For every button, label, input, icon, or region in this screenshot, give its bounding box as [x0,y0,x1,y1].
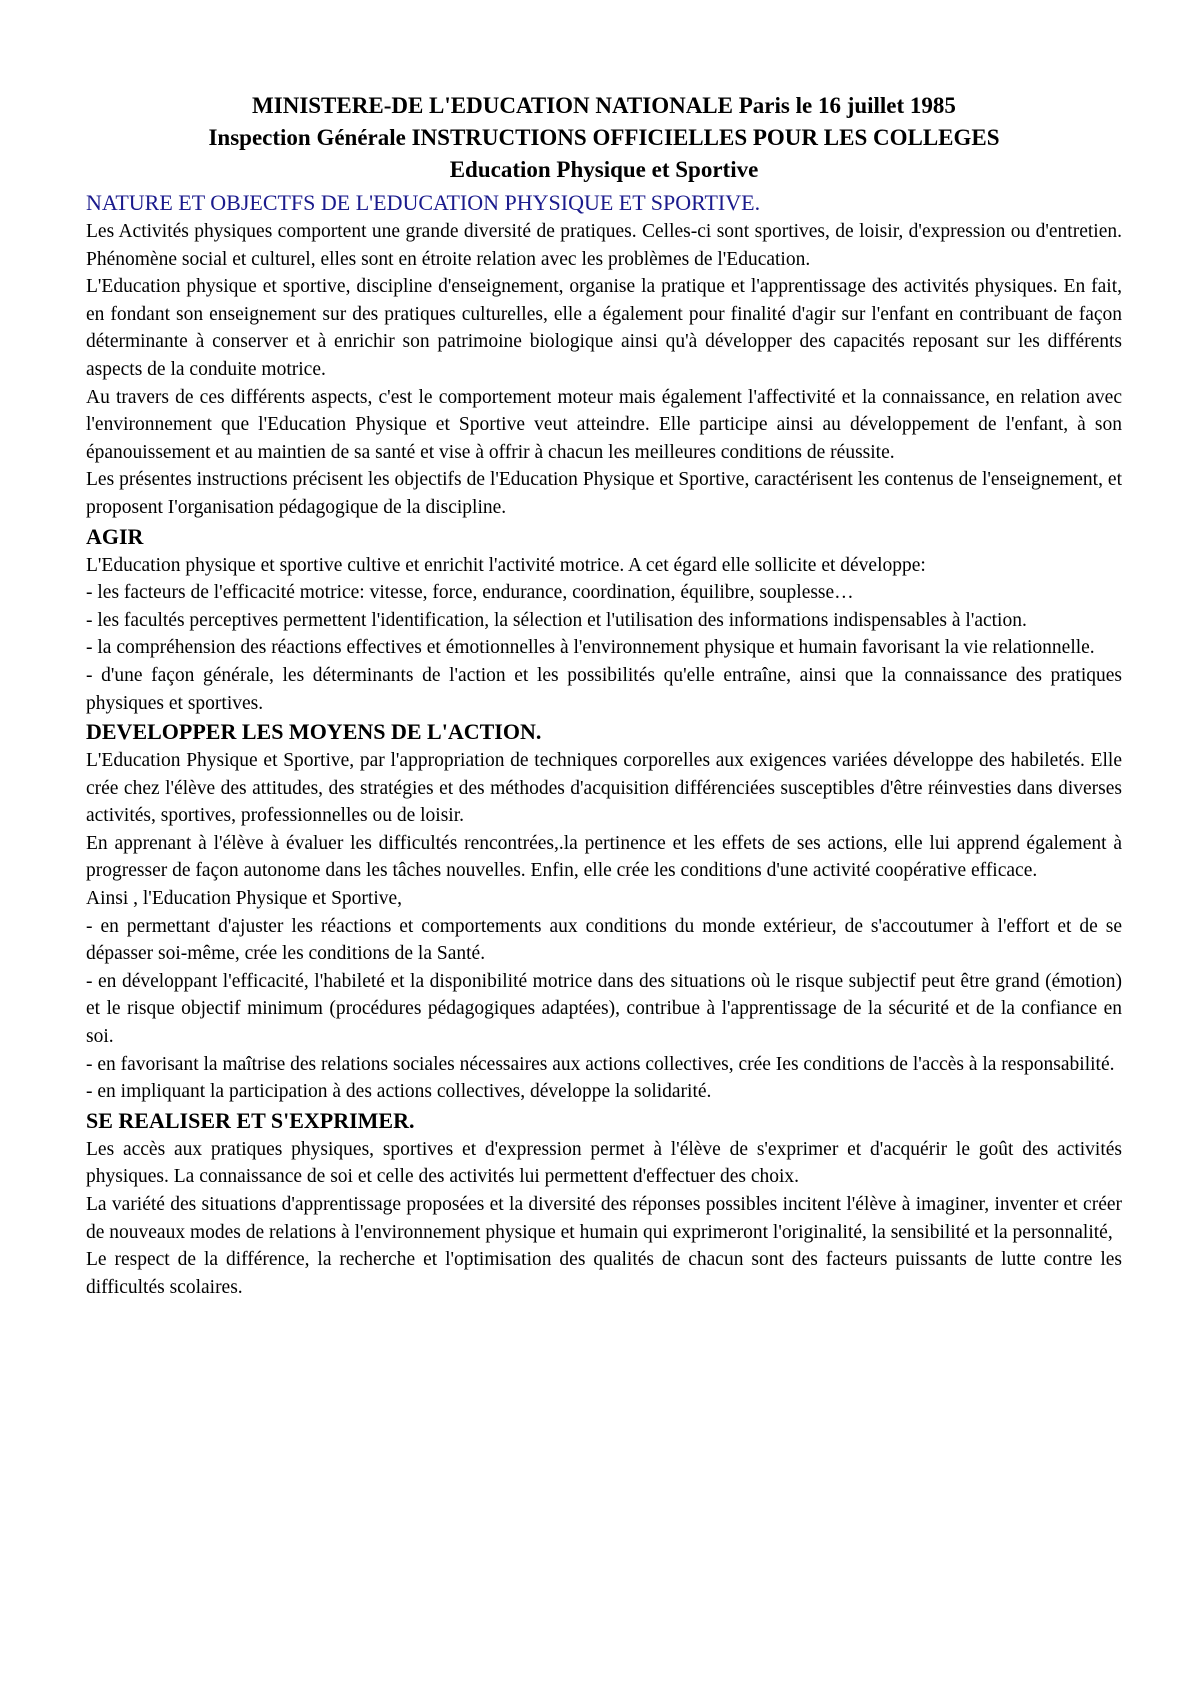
list-item: - les facteurs de l'efficacité motrice: vitesse, force, endurance, coordination, équilibre, souplesse… [86,582,854,604]
list-item: - en développant l'efficacité, l'habileté et la disponibilité motrice dans des situations où le risque subjectif peut être grand (émotion) et le risque objectif minimum (procédures pédagogiques adaptées), contribue à l'apprentissage de la sécurité et de la confiance en soi. [86,970,1122,1048]
paragraph: Les accès aux pratiques physiques, sportives et d'expression permet à l'élève de s'exprimer et d'acquérir le goût des activités physiques. La connaissance de soi et celle des activités lui permettent d'effectuer des choix. [86,1138,1122,1188]
paragraph: L'Education Physique et Sportive, par l'appropriation de techniques corporelles aux exigences variées développe des habiletés. Elle crée chez l'élève des attitudes, des stratégies et des méthodes d'acquisition différenciées susceptibles d'être réinvesties dans diverses activités, sportives, professionnelles ou de loisir. [86,750,1122,827]
header-line-ministry: MINISTERE-DE L'EDUCATION NATIONALE Paris le 16 juillet 1985 [252,93,956,118]
paragraph: La variété des situations d'apprentissage proposées et la diversité des réponses possibles incitent l'élève à imaginer, inventer et créer de nouveaux modes de relations à l'environnement physique et humain qui exprimeront l'originalité, la sensibilité et la personnalité, [86,1194,1122,1243]
list-item: - d'une façon générale, les déterminants de l'action et les possibilités qu'elle entraîne, ainsi que la connaissance des pratiques physiques et sportives. [86,664,1122,714]
header-line-subject: Education Physique et Sportive [449,157,759,182]
section-title-nature: NATURE ET OBJECTFS DE L'EDUCATION PHYSIQUE ET SPORTIVE. [86,190,761,215]
paragraph: L'Education physique et sportive cultive et enrichit l'activité motrice. A cet égard elle sollicite et développe: [86,554,926,576]
header-line-inspection: Inspection Générale INSTRUCTIONS OFFICIELLES POUR LES COLLEGES [208,125,1000,150]
section-title-realiser: SE REALISER ET S'EXPRIMER. [86,1107,415,1133]
section-title-developper: DEVELOPPER LES MOYENS DE L'ACTION. [86,719,542,745]
section-title-agir: AGIR [86,523,144,549]
list-item: - en permettant d'ajuster les réactions et comportements aux conditions du monde extérieur, de s'accoutumer à l'effort et de se dépasser soi-même, crée les conditions de la Santé. [86,915,1122,965]
list-item: - en favorisant la maîtrise des relations sociales nécessaires aux actions collectives, crée Ies conditions de l'accès à la responsabilité. [86,1053,1115,1075]
paragraph: Le respect de la différence, la recherche et l'optimisation des qualités de chacun sont des facteurs puissants de lutte contre les difficultés scolaires. [86,1249,1122,1298]
list-item: - les facultés perceptives permettent l'identification, la sélection et l'utilisation des informations indispensables à l'action. [86,609,1027,631]
paragraph: Les Activités physiques comportent une grande diversité de pratiques. Celles-ci sont sportives, de loisir, d'expression ou d'entretien. Phénomène social et culturel, elles sont en étroite relation avec les problèmes de l'Education. [86,221,1122,270]
paragraph: Ainsi , l'Education Physique et Sportive, [86,888,403,910]
list-item: - la compréhension des réactions effectives et émotionnelles à l'environnement physique et humain favorisant la vie relationnelle. [86,637,1095,659]
paragraph: Au travers de ces différents aspects, c'est le comportement moteur mais également l'affectivité et la connaissance, en relation avec l'environnement que l'Education Physique et Sportive veut atteindre. Elle participe ainsi au développement de l'enfant, à son épanouissement et au maintien de sa santé et vise à offrir à chacun les meilleures conditions de réussite. [86,386,1122,463]
paragraph: En apprenant à l'élève à évaluer les difficultés rencontrées,.la pertinence et les effets de ses actions, elle lui apprend également à progresser de façon autonome dans les tâches nouvelles. Enfin, elle crée les conditions d'une activité coopérative efficace. [86,832,1122,882]
paragraph: Les présentes instructions précisent les objectifs de l'Education Physique et Sportive, caractérisent les contenus de l'enseignement, et proposent I'organisation pédagogique de la discipline. [86,469,1122,518]
paragraph: L'Education physique et sportive, discipline d'enseignement, organise la pratique et l'apprentissage des activités physiques. En fait, en fondant son enseignement sur des pratiques culturelles, elle a également pour finalité d'agir sur l'enfant en contribuant de façon déterminante à conserver et à enrichir son patrimoine biologique ainsi qu'à développer des capacités reposant sur les différents aspects de la conduite motrice. [86,276,1122,380]
list-item: - en impliquant la participation à des actions collectives, développe la solidarité. [86,1081,712,1103]
